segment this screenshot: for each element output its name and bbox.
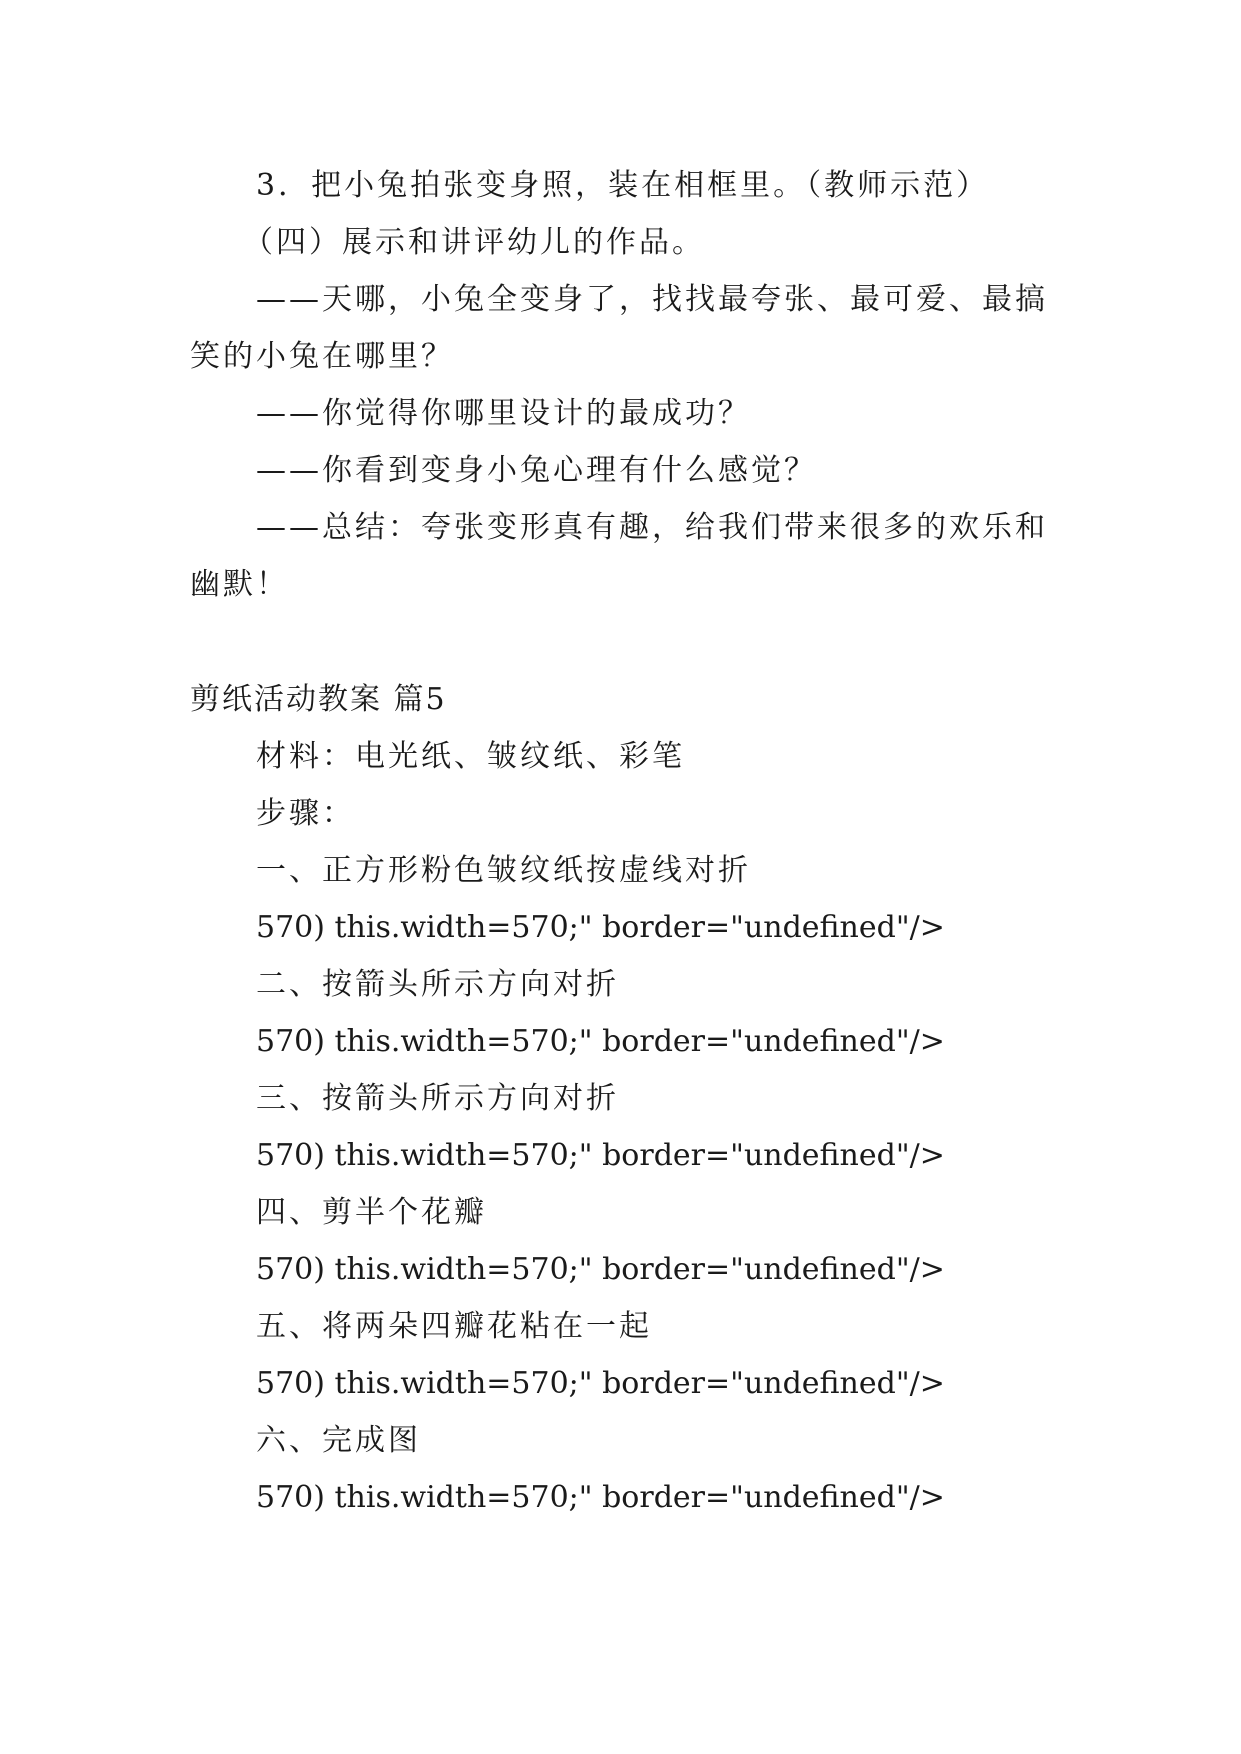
- materials-text: 材料：电光纸、皱纹纸、彩笔: [256, 739, 685, 774]
- step-1-text: 一、正方形粉色皱纹纸按虚线对折: [256, 853, 751, 888]
- step-4-text: 四、剪半个花瓣: [256, 1195, 487, 1230]
- step-5-text: 五、将两朵四瓣花粘在一起: [256, 1309, 652, 1344]
- step-4-image-placeholder: 570) this.width=570;" border="undefined"/>: [256, 1252, 945, 1287]
- question-2: ——你觉得你哪里设计的最成功？: [256, 396, 751, 431]
- question-3: ——你看到变身小兔心理有什么感觉？: [256, 453, 817, 488]
- step-6-image-placeholder: 570) this.width=570;" border="undefined"/>: [256, 1480, 945, 1515]
- step-3-image-placeholder: 570) this.width=570;" border="undefined"/>: [256, 1138, 945, 1173]
- step-2-image-placeholder: 570) this.width=570;" border="undefined"/>: [256, 1024, 945, 1059]
- step-1-image-placeholder: 570) this.width=570;" border="undefined"/>: [256, 910, 945, 945]
- step-2-text: 二、按箭头所示方向对折: [256, 967, 619, 1002]
- summary-line-1: ——总结：夸张变形真有趣，给我们带来很多的欢乐和: [256, 510, 1048, 545]
- question-1-line-2: 笑的小兔在哪里？: [190, 339, 454, 374]
- question-1-line-1: ——天哪，小兔全变身了，找找最夸张、最可爱、最搞: [256, 282, 1048, 317]
- step-5-image-placeholder: 570) this.width=570;" border="undefined"/>: [256, 1366, 945, 1401]
- step-3-fold-text: 三、按箭头所示方向对折: [256, 1081, 619, 1116]
- step-6-text: 六、完成图: [256, 1423, 421, 1458]
- summary-line-2: 幽默！: [190, 567, 289, 602]
- section-4-heading: （四）展示和讲评幼儿的作品。: [243, 225, 705, 260]
- step-3-text: 3．把小兔拍张变身照，装在相框里。（教师示范）: [256, 168, 990, 203]
- section-title: 剪纸活动教案 篇5: [190, 682, 447, 717]
- steps-label: 步骤：: [256, 796, 355, 831]
